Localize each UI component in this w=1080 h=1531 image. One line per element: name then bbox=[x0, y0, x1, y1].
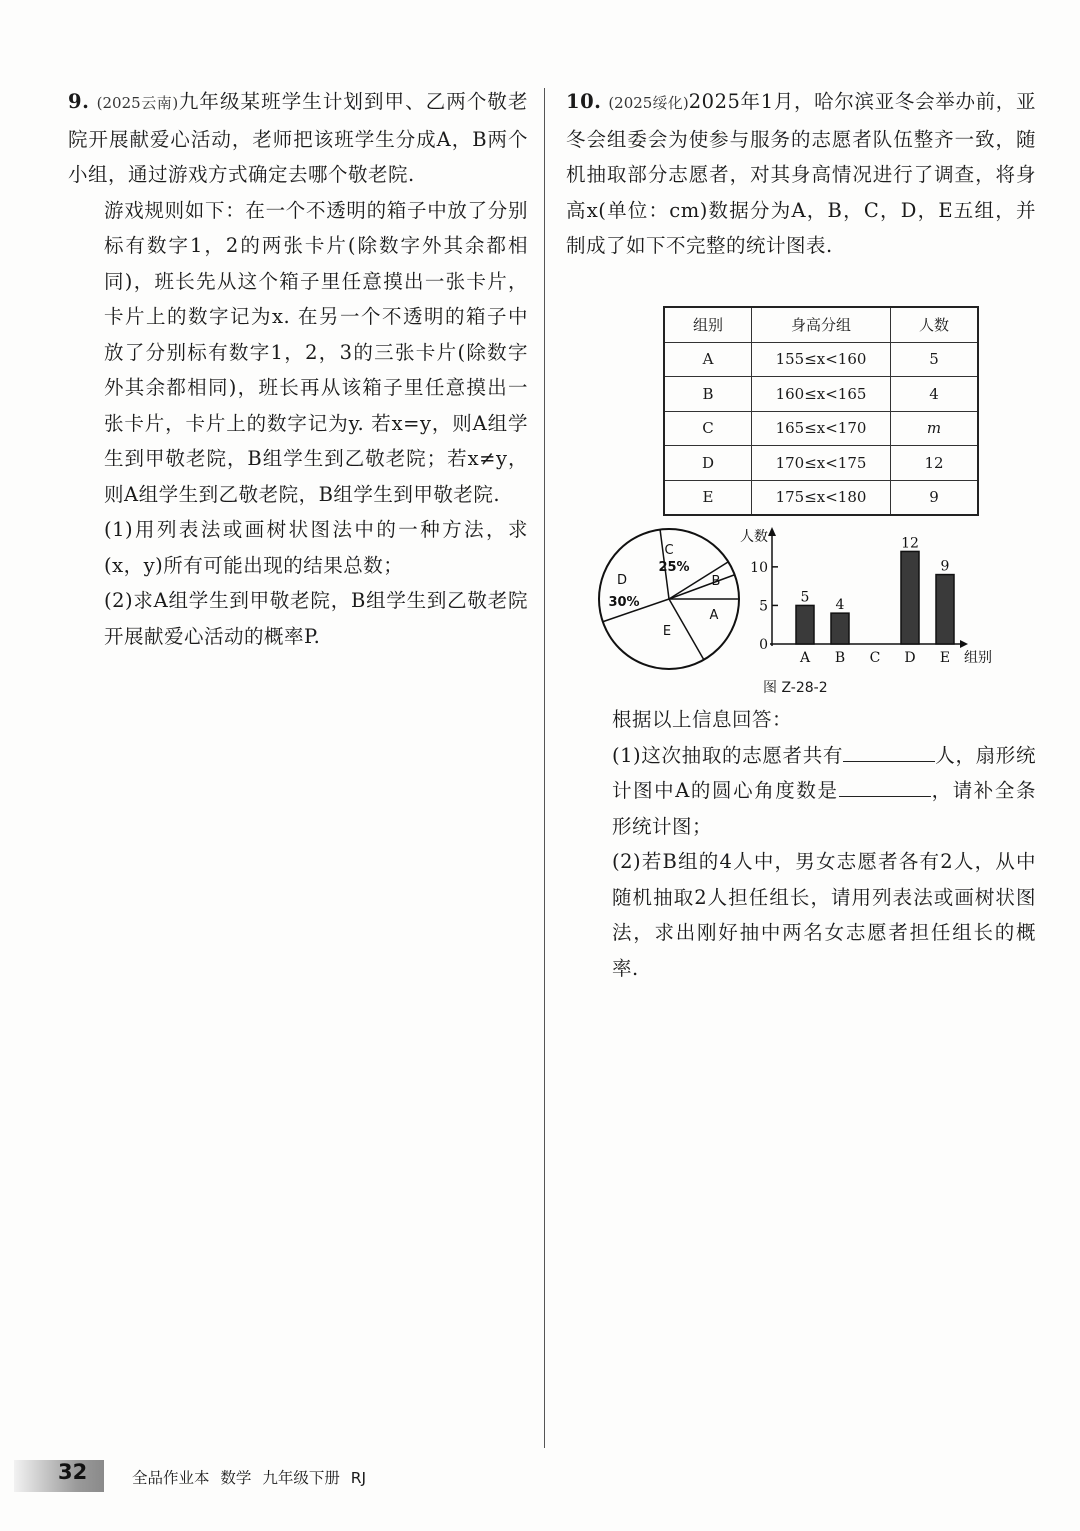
pie-label-d: D bbox=[616, 573, 628, 588]
y-axis-label: 人数 bbox=[740, 529, 768, 545]
pie-label-d-pct: 30% bbox=[608, 595, 640, 610]
x-tick-label: C bbox=[869, 650, 881, 666]
x-tick-label: D bbox=[904, 650, 916, 666]
q10-intro-text: 2025年1月，哈尔滨亚冬会举办前，亚冬会组委会为使参与服务的志愿者队伍整齐一致，随机抽取部分志愿者，对其身高情况进行了调查，将身高x(单位：cm)数据分为A，B，C，D，E五组，并制成了如下不完整的统计图表. bbox=[566, 90, 1036, 257]
bar-d bbox=[901, 551, 919, 644]
table-cell: 170≤x<175 bbox=[752, 446, 891, 481]
x-axis-arrow bbox=[960, 640, 968, 648]
table-cell: m bbox=[891, 411, 979, 446]
table-cell: 4 bbox=[891, 377, 979, 412]
question-9 bbox=[68, 84, 528, 654]
table-cell: 175≤x<180 bbox=[752, 480, 891, 515]
answer-blank-angle bbox=[839, 774, 931, 797]
y-tick-label: 0 bbox=[759, 637, 768, 653]
bar-chart bbox=[740, 527, 992, 666]
q9-number: 9. bbox=[68, 90, 90, 113]
pie-label-e: E bbox=[662, 624, 672, 639]
table-row bbox=[664, 411, 978, 446]
pie-chart bbox=[599, 529, 739, 669]
q9-intro bbox=[68, 84, 528, 193]
bar-marks bbox=[796, 535, 954, 666]
x-tick-label: B bbox=[834, 650, 846, 666]
table-cell: 9 bbox=[891, 480, 979, 515]
table-cell: A bbox=[664, 342, 752, 377]
pie-label-c-pct: 25% bbox=[658, 560, 690, 575]
y-tick-label: 10 bbox=[750, 559, 768, 576]
q9-part1: (1)用列表法或画树状图法中的一种方法，求(x，y)所有可能出现的结果总数； bbox=[104, 518, 528, 577]
q10-number: 10. bbox=[566, 90, 602, 113]
q10-source: (2025绥化) bbox=[608, 94, 689, 112]
bar-e bbox=[936, 575, 954, 644]
page-footer bbox=[0, 1458, 1080, 1498]
table-row bbox=[664, 446, 978, 481]
charts-area bbox=[594, 522, 1024, 676]
height-table bbox=[663, 306, 979, 516]
table-cell: D bbox=[664, 446, 752, 481]
question-10 bbox=[566, 84, 1036, 264]
q10-part1 bbox=[612, 738, 1036, 845]
table-row bbox=[664, 342, 978, 377]
y-ticks bbox=[750, 560, 778, 653]
q10-intro bbox=[566, 84, 1036, 264]
table-cell: 155≤x<160 bbox=[752, 342, 891, 377]
table-header-row bbox=[664, 307, 978, 342]
table-cell: 5 bbox=[891, 342, 979, 377]
table-row bbox=[664, 480, 978, 515]
table-cell: E bbox=[664, 480, 752, 515]
x-axis-label: 组别 bbox=[964, 650, 992, 666]
table-cell: 12 bbox=[891, 446, 979, 481]
answer-blank-total bbox=[843, 739, 935, 762]
charts-svg bbox=[594, 522, 1024, 672]
table-cell: C bbox=[664, 411, 752, 446]
y-tick-label: 5 bbox=[759, 598, 768, 615]
page-number: 32 bbox=[58, 1460, 88, 1484]
q10-part1-a: (1)这次抽取的志愿者共有 bbox=[612, 743, 844, 767]
table-cell: B bbox=[664, 377, 752, 412]
bar-value-label: 9 bbox=[940, 558, 950, 575]
table-header: 身高分组 bbox=[752, 307, 891, 342]
table-row bbox=[664, 377, 978, 412]
bar-b bbox=[831, 613, 849, 644]
bar-a bbox=[796, 605, 814, 644]
q10-part2: (2)若B组的4人中，男女志愿者各有2人，从中随机抽取2人担任组长，请用列表法或画树状图法，求出刚好抽中两名女志愿者担任组长的概率. bbox=[612, 850, 1036, 980]
table-cell: 165≤x<170 bbox=[752, 411, 891, 446]
question-10-parts bbox=[566, 702, 1036, 986]
q9-part2: (2)求A组学生到甲敬老院，B组学生到乙敬老院开展献爱心活动的概率P. bbox=[104, 589, 528, 648]
q10-part1-c: ，请补全条形统计图； bbox=[612, 779, 1036, 838]
x-tick-label: E bbox=[939, 650, 951, 666]
table-header: 组别 bbox=[664, 307, 752, 342]
pie-label-b: B bbox=[711, 574, 721, 589]
q10-part1-b: 人，扇形统计图中A的圆心角度数是 bbox=[612, 743, 1036, 802]
table-cell: 160≤x<165 bbox=[752, 377, 891, 412]
table-header: 人数 bbox=[891, 307, 979, 342]
q9-intro-text: 九年级某班学生计划到甲、乙两个敬老院开展献爱心活动，老师把该班学生分成A，B两个小组，通过游戏方式确定去哪个敬老院. bbox=[68, 90, 528, 186]
column-divider bbox=[544, 88, 545, 1448]
bar-value-label: 4 bbox=[835, 597, 845, 614]
q10-after: 根据以上信息回答： bbox=[612, 708, 793, 731]
pie-divider bbox=[669, 599, 704, 660]
x-tick-label: A bbox=[799, 650, 811, 666]
pie-label-c: C bbox=[664, 543, 674, 558]
bar-value-label: 5 bbox=[800, 589, 810, 606]
q9-rules: 游戏规则如下：在一个不透明的箱子中放了分别标有数字1，2的两张卡片(除数字外其余都相同)，班长先从这个箱子里任意摸出一张卡片，卡片上的数字记为x. 在另一个不透明的箱子中放了分别标有数字1，2，3的三张卡片(除数字外其余都相同)，班长再从该箱子里任意摸出一张卡片，卡片上的数字记为y. 若x=y，则A组学生到甲敬老院，B组学生到乙敬老院；若x≠y，则A组学生到乙敬老院，B组学生到甲敬老院. bbox=[104, 198, 528, 506]
q9-source: (2025云南) bbox=[96, 94, 179, 112]
figure-caption: 图 Z-28-2 bbox=[763, 680, 828, 696]
pie-label-a: A bbox=[709, 608, 719, 623]
bar-value-label: 12 bbox=[901, 535, 919, 552]
y-axis-arrow bbox=[768, 527, 776, 536]
book-title: 全品作业本 数学 九年级下册 RJ bbox=[132, 1469, 367, 1487]
